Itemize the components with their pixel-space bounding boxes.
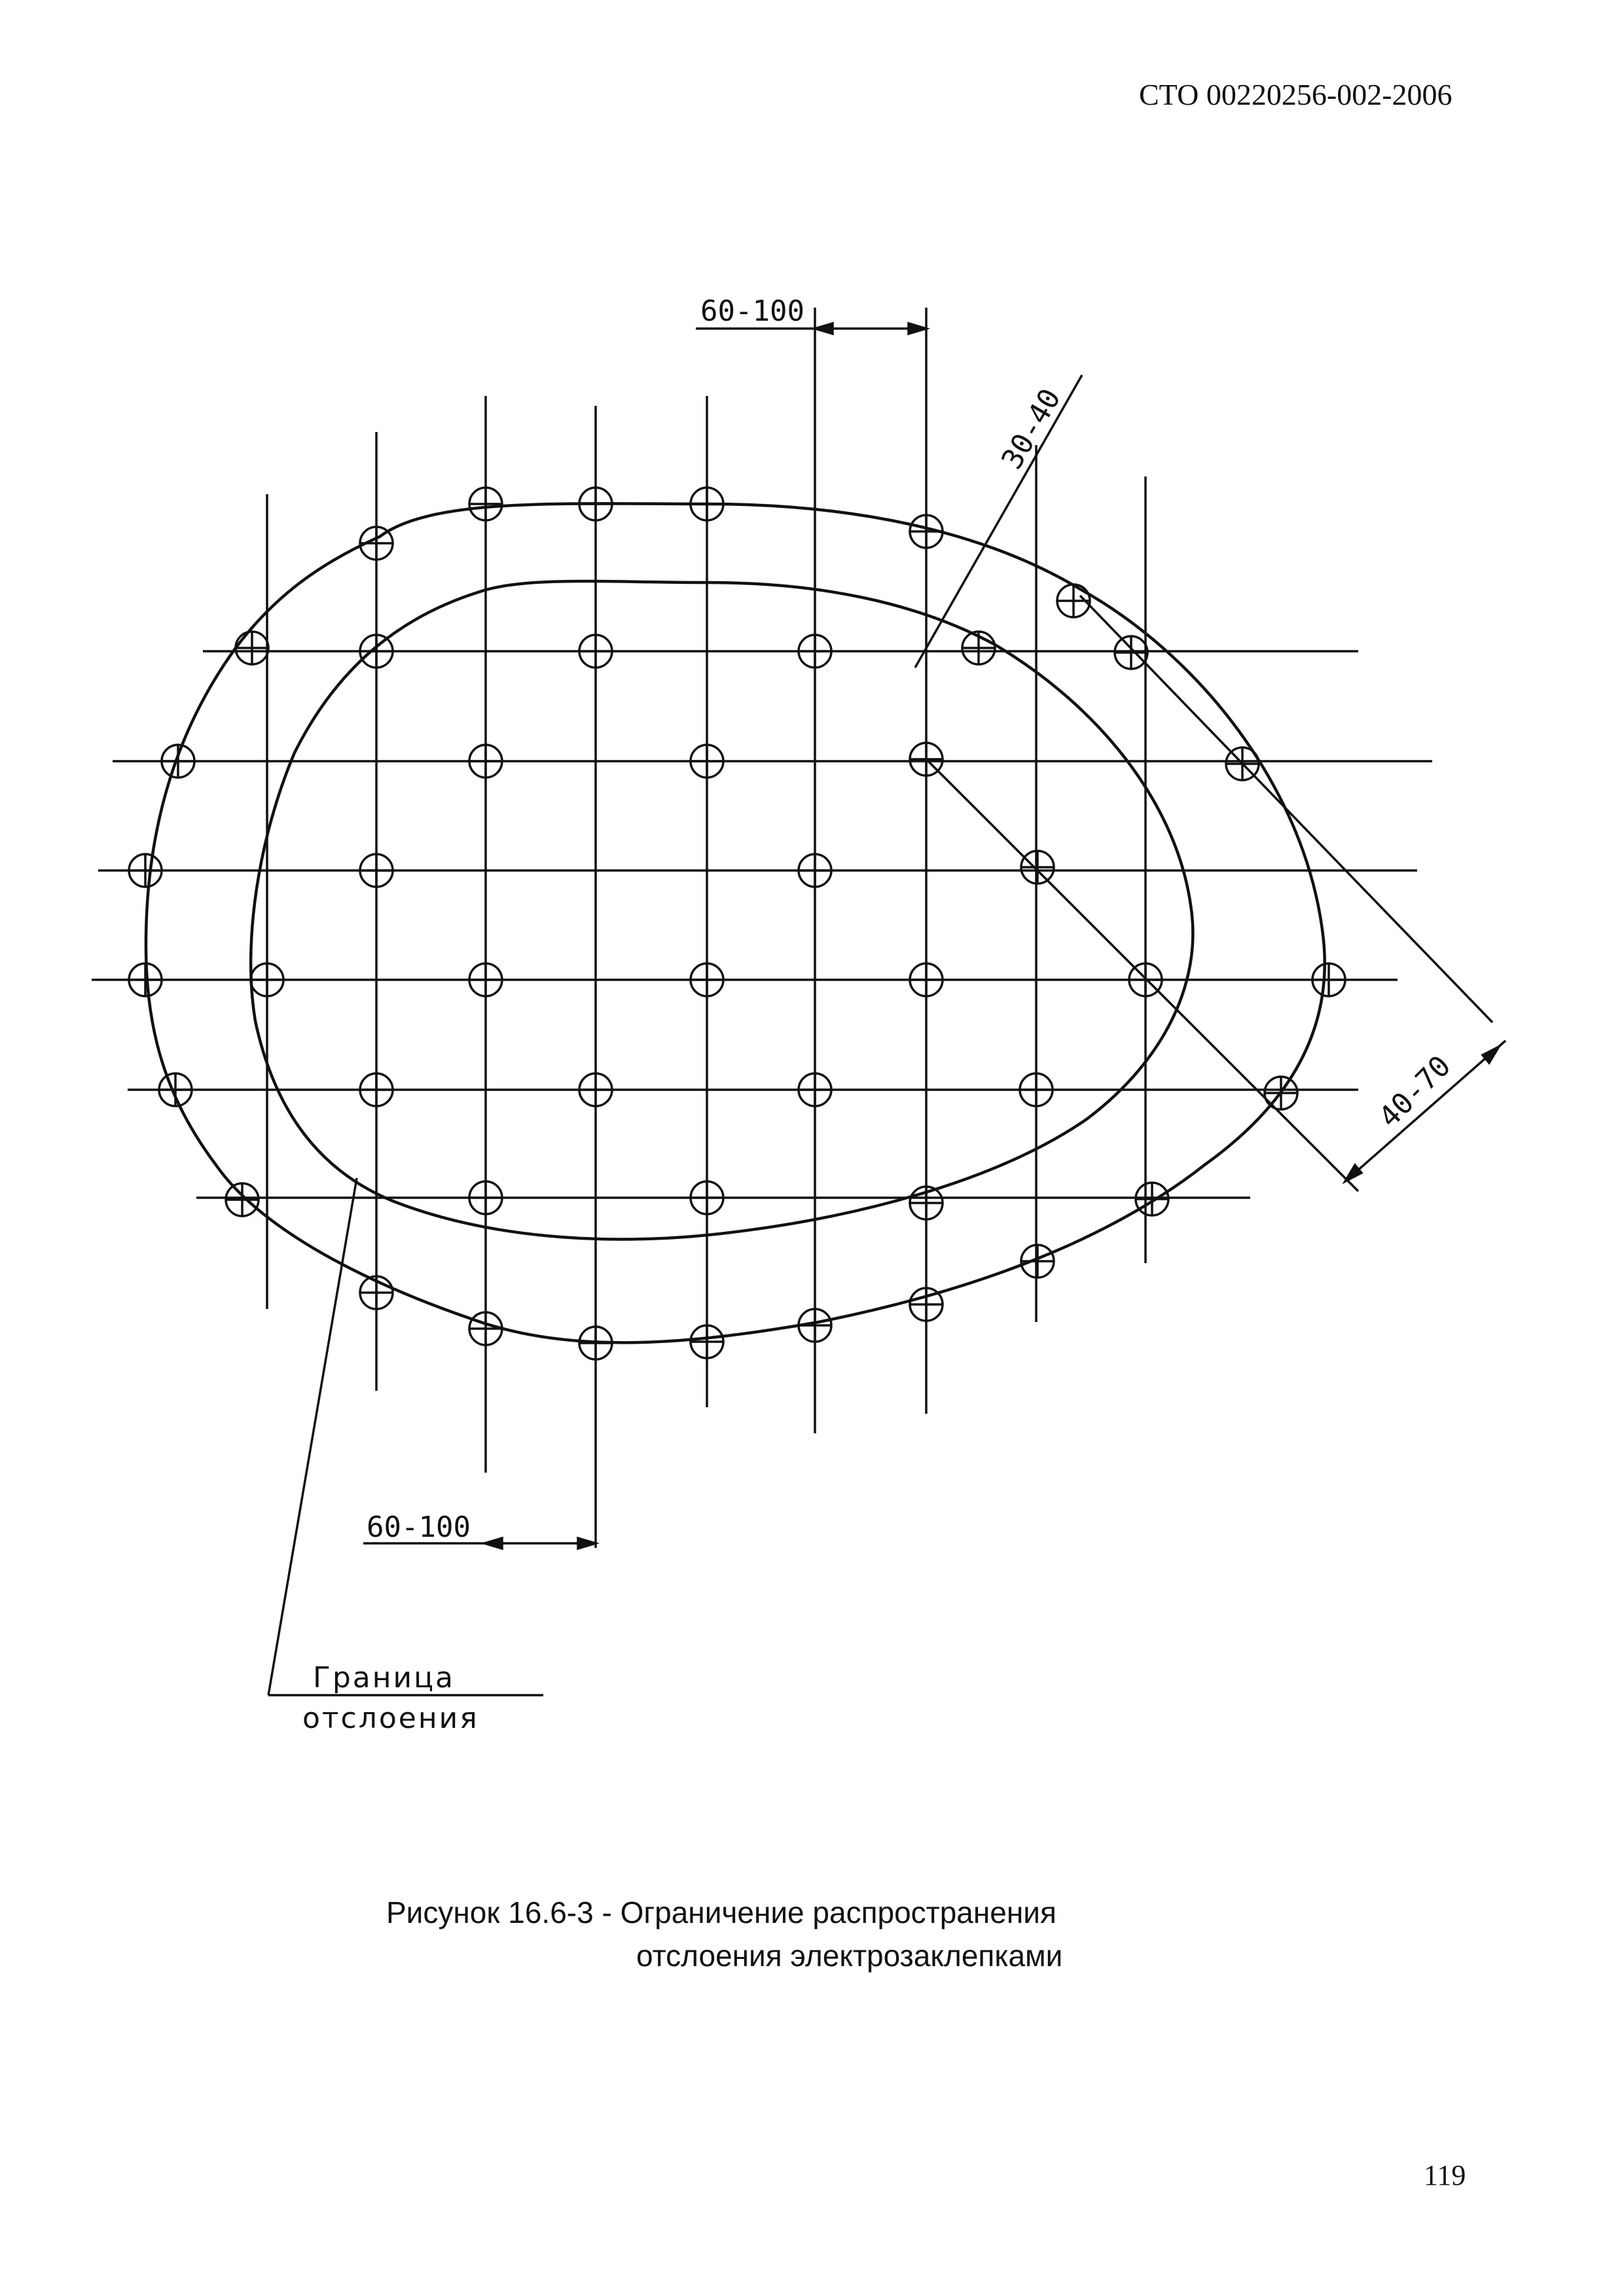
rivet-icon [129,963,162,996]
diagonal-line-outer [1080,596,1492,1022]
arrow-head [1345,1165,1362,1181]
rivet-icon [1265,1077,1297,1109]
arrow-head [578,1538,596,1549]
rivet-icon [469,1312,502,1345]
rivet-icon [360,854,393,887]
page-number: 119 [1424,2159,1466,2191]
arrow-head [1483,1047,1499,1063]
rivet-icon [691,488,723,520]
rivet-icon [799,854,831,887]
rivet-icon [799,635,831,668]
rivet-icon [799,1073,831,1106]
rivet-icon [910,515,943,548]
rivet-icon [159,1073,192,1106]
rivet-icon [910,1187,943,1219]
rivet-icon [360,1276,393,1309]
rivet-icon [469,745,502,778]
rivet-icon [360,635,393,668]
boundary-label-line2: отслоения [302,1702,479,1735]
rivet-icon [469,488,502,520]
rivet-icon [162,745,194,778]
rivet-icon [910,1288,943,1321]
rivet-icon [579,635,612,668]
rivet-icon [1020,1073,1053,1106]
grid-lines [92,308,1432,1548]
rivet-icon [469,1181,502,1214]
rivet-icon [360,1073,393,1106]
document-code: СТО 00220256-002-2006 [1139,78,1453,111]
caption-line-1: Рисунок 16.6-3 - Ограничение распространения [386,1895,1056,1929]
rivet-icon [1021,1245,1054,1278]
rivet-icon [360,527,393,560]
rivet-icon [962,632,995,664]
rivet-icon [579,1073,612,1106]
rivet-icon [1136,1183,1168,1215]
outer-rivet-contour [146,503,1325,1342]
dim-edge-offset-label: 30-40 [995,383,1068,475]
dim-top-label: 60-100 [700,295,804,328]
rivet-icon [691,1325,723,1358]
arrow-head [909,323,926,334]
rivet-icon [691,1181,723,1214]
rivet-icon [1021,851,1054,884]
rivet-icon [579,1327,612,1359]
arrow-head [815,323,833,334]
rivet-icon [691,963,723,996]
arrow-head [484,1538,502,1549]
dim-bottom-label: 60-100 [367,1511,471,1544]
rivet-icon [251,963,283,996]
rivet-icon [799,1309,831,1342]
rivet-icon [1115,636,1147,669]
caption-line-2: отслоения электрозаклепками [636,1939,1063,1973]
rivet-icon [910,963,943,996]
boundary-label-line1: Граница [313,1661,456,1695]
dim-diagonal-label: 40-70 [1372,1049,1458,1134]
rivet-icon [579,488,612,520]
contours [146,503,1325,1342]
delamination-boundary [251,581,1193,1239]
rivet-icon [226,1183,259,1216]
boundary-leader-line [268,1178,357,1695]
rivet-icon [129,854,162,887]
rivet-icon [236,632,268,664]
rivet-icon [1312,963,1345,996]
rivets [129,488,1345,1359]
rivet-icon [469,963,502,996]
rivet-icon [691,745,723,778]
